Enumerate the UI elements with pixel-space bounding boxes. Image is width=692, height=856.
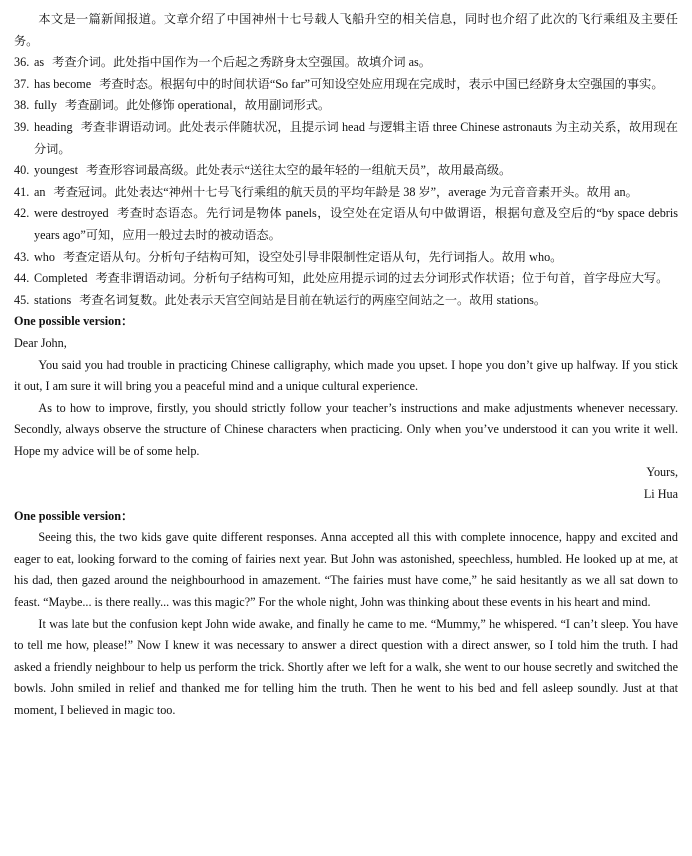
- item-answer: as: [34, 55, 45, 70]
- letter-paragraph-2: As to how to improve, firstly, you should strictly follow your teacher’s instructions and make adjustments whenever necessary. Secondly, always observe the structure of Chinese characters when practicing. Only when you’ve understood it can you write it well. Hope my advice will be of some help.: [14, 400, 678, 458]
- story-section: [14, 506, 678, 722]
- answer-page: [14, 9, 678, 722]
- item-answer: has become: [34, 76, 92, 91]
- answer-item-40: [14, 160, 678, 182]
- item-number: 44.: [14, 271, 30, 286]
- item-explanation: 考查时态。根据句中的时间状语“So far”可知设空处应用现在完成时，表示中国已经跻身太空强国的事实。: [99, 76, 664, 91]
- item-answer: who: [34, 249, 55, 264]
- item-number: 40.: [14, 163, 30, 178]
- letter-signature: Li Hua: [643, 487, 678, 502]
- letter-salutation: Dear John,: [14, 335, 67, 350]
- item-explanation: 考查定语从句。分析句子结构可知，设空处引导非限制性定语从句，先行词指人。故用 who。: [63, 249, 563, 264]
- item-answer: stations: [34, 292, 72, 307]
- answer-item-38: [14, 95, 678, 117]
- answer-item-45: [14, 290, 678, 312]
- item-answer: Completed: [34, 271, 88, 286]
- item-explanation: 考查名词复数。此处表示天宫空间站是目前在轨运行的两座空间站之一。故用 stations。: [79, 292, 547, 307]
- item-number: 36.: [14, 55, 30, 70]
- answer-item-44: [14, 268, 678, 290]
- item-number: 38.: [14, 98, 30, 113]
- answer-item-36: [14, 52, 678, 74]
- item-explanation: 考查副词。此处修饰 operational，故用副词形式。: [65, 98, 331, 113]
- item-explanation: 考查非谓语动词。此处表示伴随状况，且提示词 head 与逻辑主语 three Chinese astronauts 为主动关系，故用现在分词。: [34, 119, 678, 156]
- answer-item-42: [14, 203, 678, 246]
- answer-item-37: [14, 74, 678, 96]
- item-explanation: 考查时态语态。先行词是物体 panels，设空处在定语从句中做谓语，根据句意及空后的“by space debris years ago”可知，应用一般过去时的被动语态。: [34, 206, 678, 242]
- answer-item-43: [14, 247, 678, 269]
- item-answer: heading: [34, 119, 73, 134]
- item-number: 41.: [14, 184, 30, 199]
- story-heading: One possible version：: [14, 508, 134, 523]
- letter-paragraph-1: You said you had trouble in practicing Chinese calligraphy, which made you upset. I hope you don’t give up halfway. If you stick it out, I am sure it will bring you a peaceful mind and a unique cultural experience.: [14, 357, 678, 394]
- passage-summary: 本文是一篇新闻报道。文章介绍了中国神州十七号载人飞船升空的相关信息，同时也介绍了此次的飞行乘组及主要任务。: [14, 12, 678, 48]
- item-answer: youngest: [34, 163, 79, 178]
- letter-closing: Yours,: [646, 465, 678, 480]
- item-number: 37.: [14, 76, 30, 91]
- item-explanation: 考查形容词最高级。此处表示“送往太空的最年轻的一组航天员”，故用最高级。: [86, 163, 512, 178]
- answer-item-39: [14, 117, 678, 160]
- letter-heading: One possible version：: [14, 314, 134, 329]
- item-explanation: 考查非谓语动词。分析句子结构可知，此处应用提示词的过去分词形式作状语；位于句首，首字母应大写。: [95, 271, 669, 286]
- item-number: 43.: [14, 249, 30, 264]
- item-answer: fully: [34, 98, 58, 113]
- letter-section: [14, 311, 678, 505]
- item-answer: an: [34, 184, 46, 199]
- story-paragraph-1: Seeing this, the two kids gave quite different responses. Anna accepted all this with complete innocence, happy and excited and eager to eat, looking forward to the coming of fairies next year. But John was astonished, speechless, humbled. He looked up at me, at his dad, then gazed around the neighbourhood in amazement. “The fairies must have come,” he said hesitantly as we all sat down to feast. “Maybe... is there really... was this magic?” For the whole night, John was thinking about these events in his heart and mind.: [14, 530, 678, 610]
- item-number: 42.: [14, 206, 30, 221]
- answer-item-41: [14, 182, 678, 204]
- story-paragraph-2: It was late but the confusion kept John wide awake, and finally he came to me. “Mummy,” he whispered. “I can’t sleep. You have to tell me how, please!” Now I knew it was necessary to answer a direct question with a direct answer, so I told him the truth. I had asked a friendly neighbour to help us perform the trick. Shortly after we left for a walk, she went to our house secretly and switched the bowls. John smiled in relief and thanked me for telling him the truth. Then he went to his bed and fell asleep soundly. Just at that moment, I believed in magic too.: [14, 616, 678, 717]
- answer-list: [14, 52, 678, 311]
- item-explanation: 考查介词。此处指中国作为一个后起之秀跻身太空强国。故填介词 as。: [52, 55, 431, 70]
- item-explanation: 考查冠词。此处表达“神州十七号飞行乘组的航天员的平均年龄是 38 岁”，average 为元音音素开头。故用 an。: [53, 184, 638, 199]
- item-answer: were destroyed: [34, 206, 109, 221]
- item-number: 45.: [14, 292, 30, 307]
- item-number: 39.: [14, 119, 30, 134]
